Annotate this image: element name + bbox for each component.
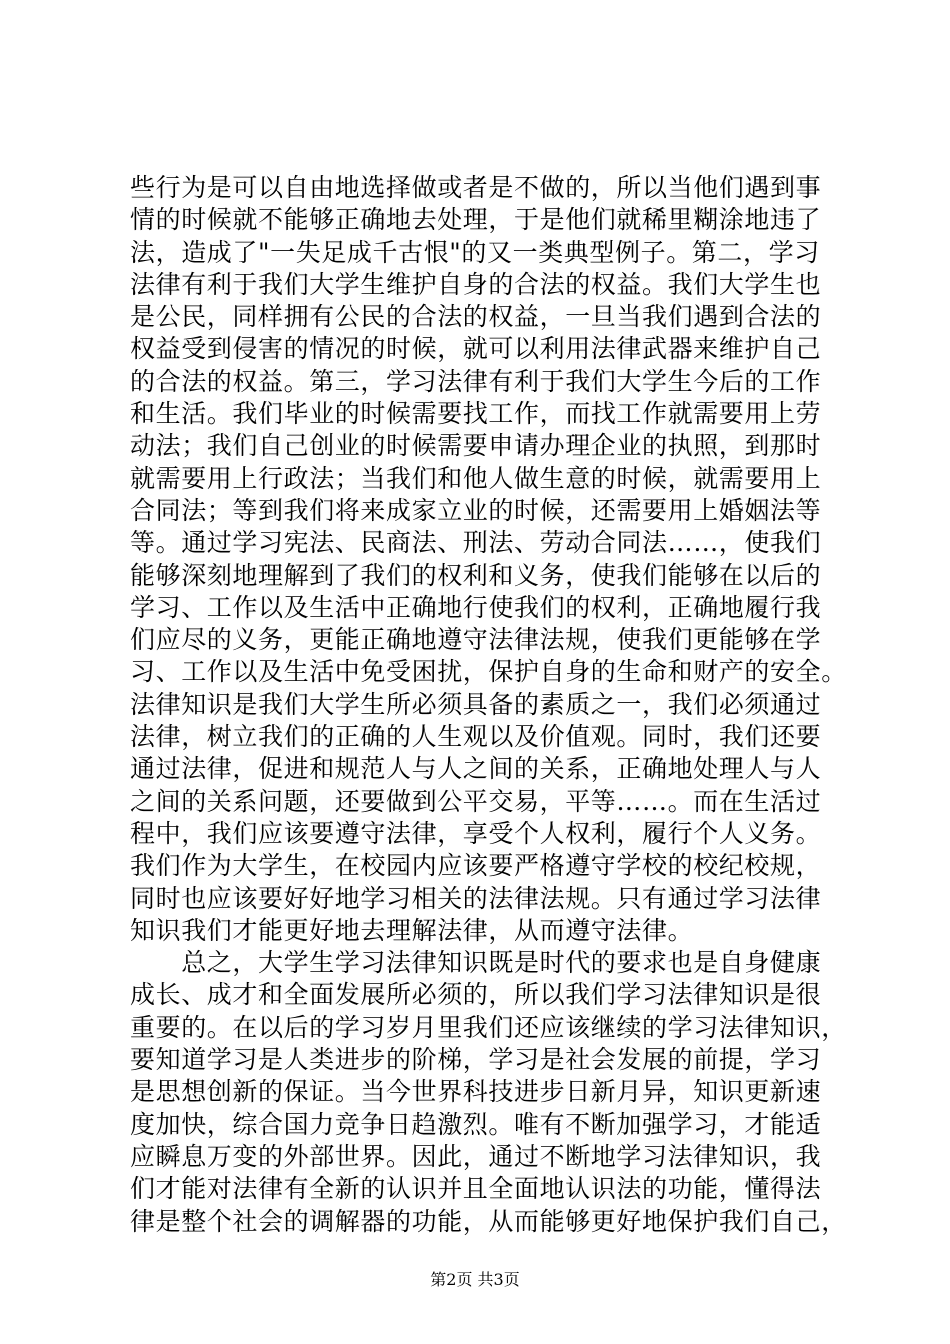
text-line: 情的时候就不能够正确地去处理，于是他们就稀里糊涂地违了 (130, 205, 822, 235)
text-line: 度加快，综合国力竞争日趋激烈。唯有不断加强学习，才能适 (130, 1109, 822, 1139)
text-line: 法律，树立我们的正确的人生观以及价值观。同时，我们还要 (130, 722, 822, 752)
text-line: 等。通过学习宪法、民商法、刑法、劳动合同法……，使我们 (130, 528, 822, 558)
text-line: 是思想创新的保证。当今世界科技进步日新月异，知识更新速 (130, 1077, 822, 1107)
text-line: 们应尽的义务，更能正确地遵守法律法规，使我们更能够在学 (130, 625, 822, 655)
text-line: 之间的关系问题，还要做到公平交易，平等……。而在生活过 (130, 786, 822, 816)
text-line: 动法；我们自己创业的时候需要申请办理企业的执照，到那时 (130, 431, 822, 461)
text-line: 要知道学习是人类进步的阶梯，学习是社会发展的前提，学习 (130, 1045, 822, 1075)
text-line: 学习、工作以及生活中正确地行使我们的权利，正确地履行我 (130, 592, 822, 622)
body-text (130, 172, 847, 1238)
text-line: 权益受到侵害的情况的时候，就可以利用法律武器来维护自己 (130, 334, 822, 364)
text-line: 同时也应该要好好地学习相关的法律法规。只有通过学习法律 (130, 883, 822, 913)
text-line: 合同法；等到我们将来成家立业的时候，还需要用上婚姻法等 (130, 495, 822, 525)
text-line: 重要的。在以后的学习岁月里我们还应该继续的学习法律知识， (130, 1012, 847, 1042)
text-line: 法律有利于我们大学生维护自身的合法的权益。我们大学生也 (130, 269, 822, 299)
text-line: 通过法律，促进和规范人与人之间的关系，正确地处理人与人 (130, 754, 822, 784)
text-line: 成长、成才和全面发展所必须的，所以我们学习法律知识是很 (130, 980, 822, 1010)
text-line: 的合法的权益。第三，学习法律有利于我们大学生今后的工作 (130, 366, 822, 396)
text-line: 们才能对法律有全新的认识并且全面地认识法的功能，懂得法 (130, 1174, 822, 1204)
text-line: 律是整个社会的调解器的功能，从而能够更好地保护我们自己， (130, 1206, 847, 1236)
paragraph-start-line: 总之，大学生学习法律知识既是时代的要求也是自身健康 (130, 948, 822, 978)
text-line: 我们作为大学生，在校园内应该要严格遵守学校的校纪校规， (130, 851, 822, 881)
text-line: 程中，我们应该要遵守法律，享受个人权利，履行个人义务。 (130, 818, 822, 848)
text-line: 就需要用上行政法；当我们和他人做生意的时候，就需要用上 (130, 463, 822, 493)
text-line: 应瞬息万变的外部世界。因此，通过不断地学习法律知识，我 (130, 1141, 822, 1171)
text-line: 法，造成了"一失足成千古恨"的又一类典型例子。第二，学习 (130, 237, 820, 267)
text-line: 和生活。我们毕业的时候需要找工作，而找工作就需要用上劳 (130, 399, 822, 429)
text-line: 些行为是可以自由地选择做或者是不做的，所以当他们遇到事 (130, 173, 822, 202)
text-line: 能够深刻地理解到了我们的权利和义务，使我们能够在以后的 (130, 560, 822, 590)
text-line: 法律知识是我们大学生所必须具备的素质之一，我们必须通过 (130, 689, 822, 719)
page-number-footer: 第2页 共3页 (430, 1270, 520, 1289)
text-line: 是公民，同样拥有公民的合法的权益，一旦当我们遇到合法的 (130, 302, 822, 332)
text-line: 习、工作以及生活中免受困扰，保护自身的生命和财产的安全。 (130, 657, 847, 687)
text-line: 知识我们才能更好地去理解法律，从而遵守法律。 (130, 915, 694, 945)
